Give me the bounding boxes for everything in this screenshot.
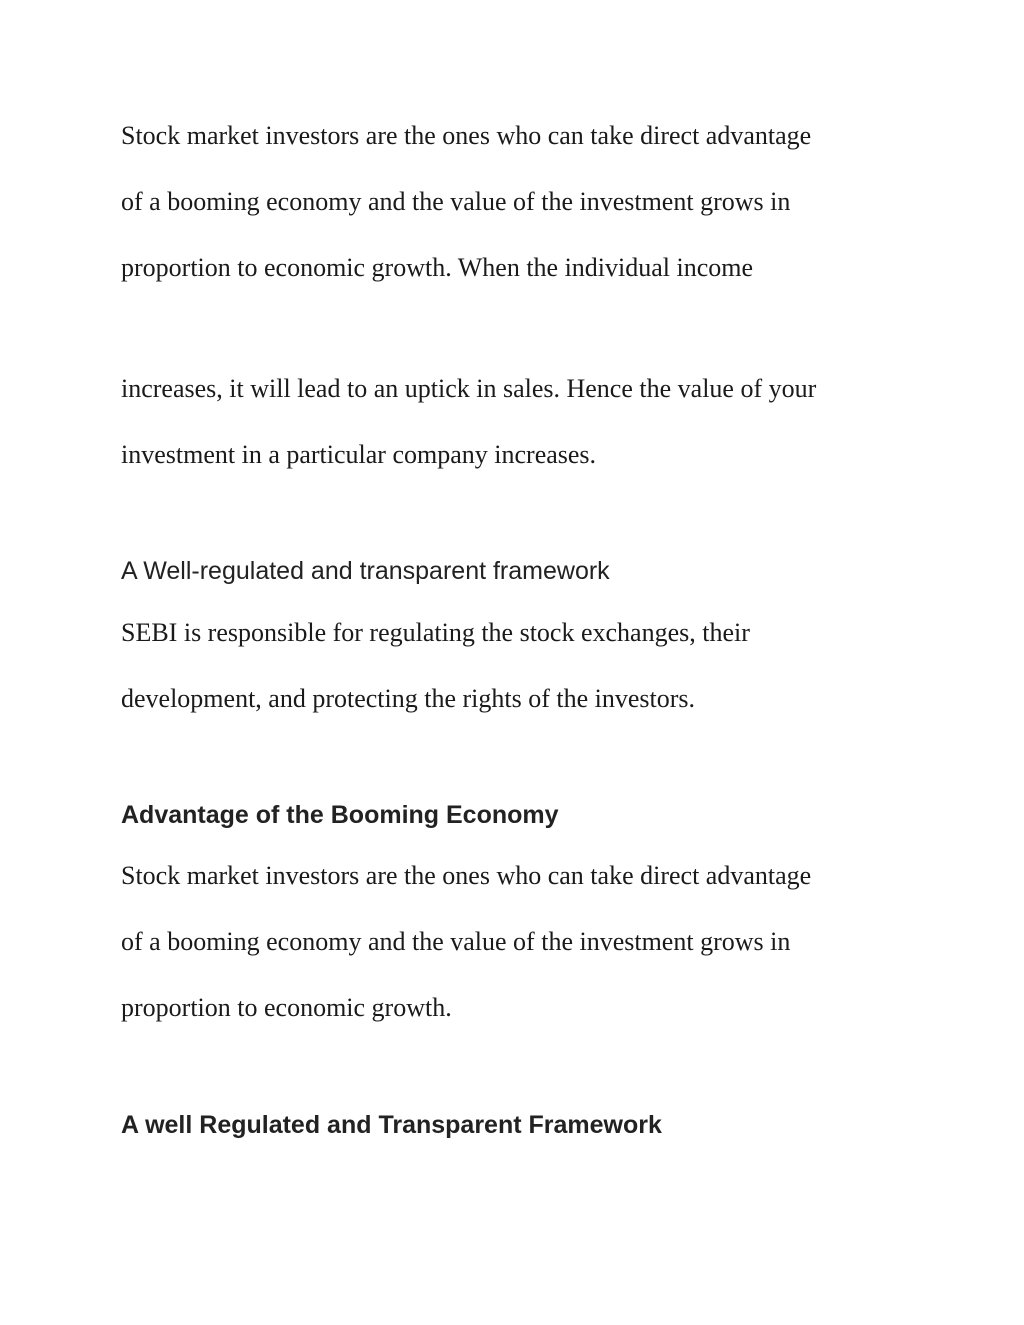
section-heading: Advantage of the Booming Economy	[121, 801, 559, 829]
paragraph-line: of a booming economy and the value of the investment grows in	[121, 187, 791, 216]
paragraph-line: proportion to economic growth.	[121, 993, 452, 1022]
paragraph-line: proportion to economic growth. When the individual income	[121, 253, 754, 282]
paragraph-line: Stock market investors are the ones who can take direct advantage	[121, 121, 812, 150]
section-heading: A well Regulated and Transparent Framework	[121, 1111, 662, 1139]
paragraph-line: SEBI is responsible for regulating the stock exchanges, their	[121, 618, 750, 647]
paragraph-line: investment in a particular company increases.	[121, 440, 597, 469]
paragraph-line: development, and protecting the rights of the investors.	[121, 684, 696, 713]
section-heading: A Well-regulated and transparent framework	[121, 557, 610, 585]
paragraph-line: increases, it will lead to an uptick in sales. Hence the value of your	[121, 374, 817, 403]
paragraph-line: Stock market investors are the ones who can take direct advantage	[121, 861, 812, 890]
paragraph-line: of a booming economy and the value of the investment grows in	[121, 927, 791, 956]
